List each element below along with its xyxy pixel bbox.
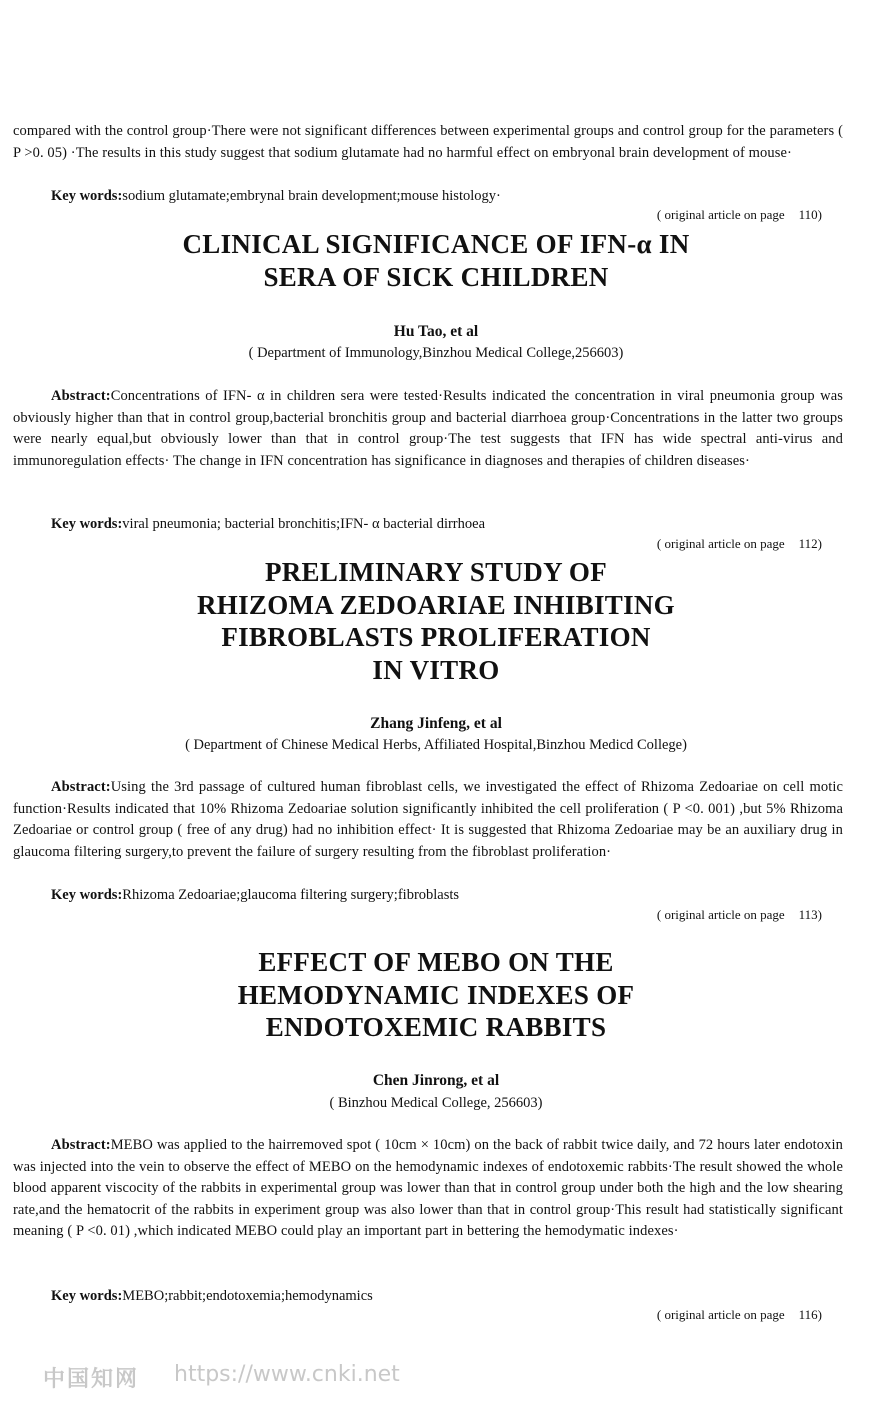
cnki-logo-text: 中国知网 bbox=[43, 1367, 140, 1392]
original-article-ref bbox=[657, 535, 822, 553]
keywords-label: Key words: bbox=[51, 887, 123, 903]
abstract bbox=[13, 777, 843, 863]
keywords-text: sodium glutamate;embrynal brain development;mouse histology· bbox=[122, 188, 501, 204]
affiliation: ( Department of Chinese Medical Herbs, Affiliated Hospital,Binzhou Medicd College) bbox=[185, 737, 687, 753]
title-line: HEMODYNAMIC INDEXES OF bbox=[237, 979, 635, 1010]
keywords-text: Rhizoma Zedoariae;glaucoma filtering surgery;fibroblasts bbox=[122, 887, 460, 903]
original-label: ( original article on page bbox=[656, 907, 785, 922]
article-title bbox=[0, 228, 872, 293]
original-article-ref bbox=[657, 206, 822, 224]
author: Chen Jinrong, et al bbox=[372, 1072, 500, 1089]
title-line: ENDOTOXEMIC RABBITS bbox=[265, 1012, 607, 1042]
abstract-text: MEBO was applied to the hairremoved spot ( 10cm × 10cm) on the back of rabbit twice daily, and 72 hours later endotoxin was injected into the vein to observe the effect of MEBO on the hemodynamic indexes of endotoxemic rabbits·The result showed the whole blood apparent viscocity of the rabbits in experimental group was lower than that in control group under both the high and the low shearing rate,and the hematocrit of the rabbits in experiment group was also lower than that in control group·This result had statistically significant meaning ( P <0. 01) ,which indicated MEBO could play an important part in bettering the hemodymatic indexes· bbox=[13, 1137, 843, 1240]
keywords bbox=[51, 1286, 841, 1306]
title-line: EFFECT OF MEBO ON THE bbox=[258, 947, 614, 977]
original-label: ( original article on page bbox=[656, 207, 785, 222]
original-article-ref bbox=[657, 1306, 822, 1324]
author: Zhang Jinfeng, et al bbox=[370, 715, 502, 732]
abstract-label: Abstract: bbox=[51, 779, 111, 795]
article-title bbox=[0, 556, 872, 686]
abstract bbox=[13, 386, 843, 472]
abstract-text: Using the 3rd passage of cultured human fibroblast cells, we investigated the effect of Rhizoma Zedoariae on cell motic function·Results indicated that 10% Rhizoma Zedoariae solution significantly inhibited the cell proliferation ( P <0. 001) ,but 5% Rhizoma Zedoariae or control group ( free of any drug) had no inhibition effect· It is suggested that Rhizoma Zedoariae may be an auxiliary drug in glaucoma filtering surgery,to prevent the failure of surgery resulting from the fibroblast proliferation· bbox=[13, 779, 843, 860]
title-line: SERA OF SICK CHILDREN bbox=[263, 261, 609, 292]
abstract-text: Concentrations of IFN- α in children sera were tested·Results indicated the concentration in viral pneumonia group was obviously higher than that in control group,bacterial bronchitis group and bacterial diarrhoea group·Concentrations in the latter two groups were nearly equal,but obviously lower than that in control group·The test suggests that IFN has wide spectral anti-virus and immunoregulation effects· The change in IFN concentration has significance in diagnoses and therapies of children diseases· bbox=[13, 388, 843, 469]
keywords-label: Key words: bbox=[51, 188, 123, 204]
original-page: 110) bbox=[798, 207, 822, 222]
keywords bbox=[51, 885, 841, 905]
title-line: IN VITRO bbox=[372, 654, 500, 685]
original-label: ( original article on page bbox=[656, 536, 785, 551]
title-line: CLINICAL SIGNIFICANCE OF IFN-α IN bbox=[182, 229, 690, 259]
affiliation: ( Department of Immunology,Binzhou Medical College,256603) bbox=[248, 345, 624, 361]
original-page: 112) bbox=[798, 536, 822, 551]
original-label: ( original article on page bbox=[656, 1307, 785, 1322]
article-title bbox=[0, 946, 872, 1044]
title-line: RHIZOMA ZEDOARIAE INHIBITING bbox=[197, 589, 675, 620]
continuation-text: compared with the control group·There were not significant differences between experimental groups and control group for the parameters ( P >0. 05) ·The results in this study suggest that sodium glutamate had no harmful effect on embryonal brain development of mouse· bbox=[13, 123, 843, 161]
keywords-text: viral pneumonia; bacterial bronchitis;IFN- α bacterial dirrhoea bbox=[122, 516, 486, 532]
original-page: 116) bbox=[798, 1307, 822, 1322]
title-line: PRELIMINARY STUDY OF bbox=[264, 557, 608, 587]
affiliation: ( Binzhou Medical College, 256603) bbox=[329, 1095, 543, 1111]
original-page: 113) bbox=[798, 907, 822, 922]
continuation-keywords bbox=[51, 186, 841, 206]
title-line: FIBROBLASTS PROLIFERATION bbox=[221, 622, 651, 652]
keywords-label: Key words: bbox=[51, 1288, 123, 1304]
abstract-label: Abstract: bbox=[51, 388, 111, 404]
abstract bbox=[13, 1135, 843, 1243]
original-article-ref bbox=[657, 906, 822, 924]
abstract-label: Abstract: bbox=[51, 1137, 111, 1153]
keywords-text: MEBO;rabbit;endotoxemia;hemodynamics bbox=[122, 1288, 373, 1304]
keywords bbox=[51, 514, 841, 534]
cnki-url[interactable]: https://www.cnki.net bbox=[174, 1362, 400, 1387]
keywords-label: Key words: bbox=[51, 516, 123, 532]
author: Hu Tao, et al bbox=[393, 323, 479, 340]
continuation-abstract bbox=[13, 121, 843, 164]
